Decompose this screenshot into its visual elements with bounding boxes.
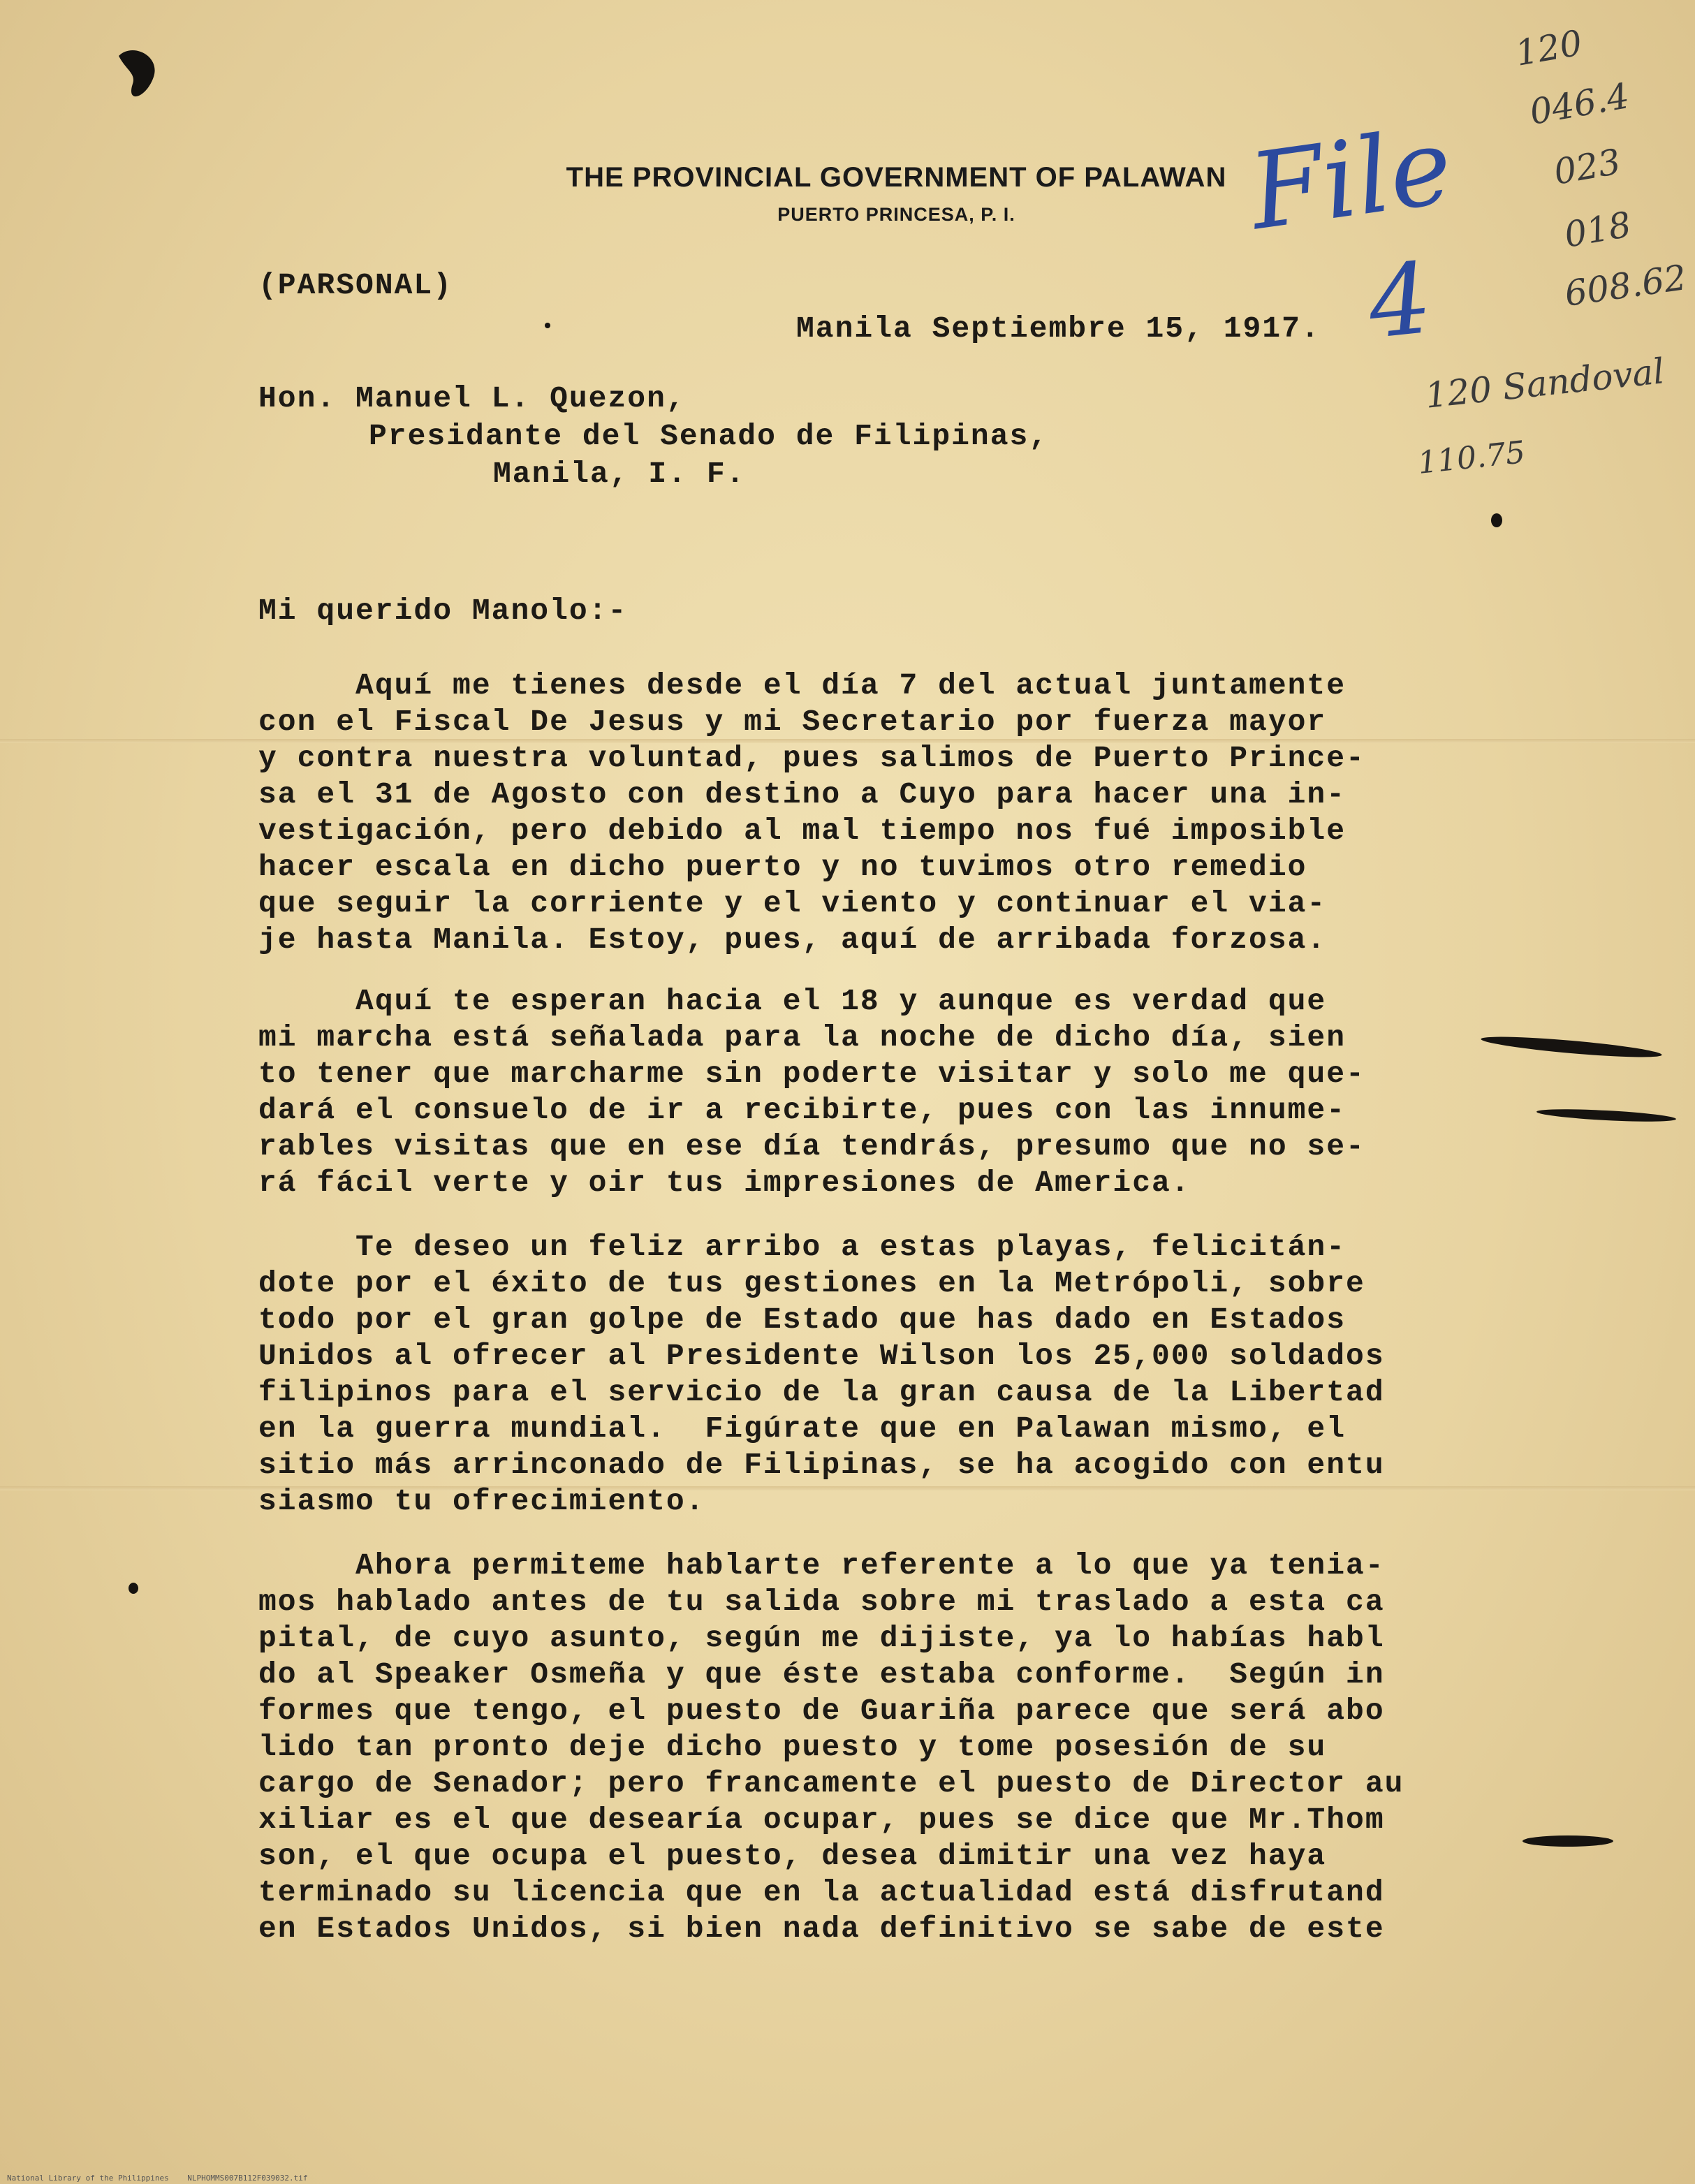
text-line: mos hablado antes de tu salida sobre mi traslado a esta ca: [258, 1585, 1385, 1619]
body-paragraph-4: [258, 1548, 1460, 1947]
handwritten-code: 608.62: [1562, 257, 1689, 314]
text-line: Aquí me tienes desde el día 7 del actual juntamente: [258, 668, 1347, 703]
salutation: Mi querido Manolo:-: [258, 594, 628, 628]
text-line: todo por el gran golpe de Estado que has dado en Estados: [258, 1303, 1347, 1337]
ink-blot: [1491, 513, 1502, 527]
text-line: sitio más arrinconado de Filipinas, se ha acogido con entu: [258, 1448, 1385, 1482]
torn-corner: [105, 42, 168, 112]
recipient-line-1: Hon. Manuel L. Quezon,: [258, 381, 686, 416]
archive-footer: National Library of the Philippines NLPHOMMS007B112F039032.tif: [7, 2174, 308, 2183]
text-line: Aquí te esperan hacia el 18 y aunque es verdad que: [258, 984, 1327, 1018]
body-paragraph-2: [258, 983, 1460, 1201]
text-line: siasmo tu ofrecimiento.: [258, 1484, 705, 1518]
text-line: do al Speaker Osmeña y que éste estaba conforme. Según in: [258, 1657, 1385, 1692]
handwritten-code: 023: [1550, 141, 1624, 193]
text-line: con el Fiscal De Jesus y mi Secretario por fuerza mayor: [258, 705, 1327, 739]
body-paragraph-3: [258, 1229, 1460, 1520]
text-line: sa el 31 de Agosto con destino a Cuyo para hacer una in-: [258, 777, 1347, 812]
recipient-line-2: Presidante del Senado de Filipinas,: [369, 419, 1049, 453]
text-line: hacer escala en dicho puerto y no tuvimos otro remedio: [258, 850, 1307, 884]
handwritten-code: 018: [1561, 204, 1634, 256]
text-line: je hasta Manila. Estoy, pues, aquí de arribada forzosa.: [258, 923, 1327, 957]
ink-blot: [545, 323, 550, 328]
text-line: pital, de cuyo asunto, según me dijiste, ya lo habías habl: [258, 1621, 1385, 1655]
personal-tag: (PARSONAL): [258, 268, 453, 302]
text-line: formes que tengo, el puesto de Guariña parece que será abo: [258, 1694, 1385, 1728]
text-line: en Estados Unidos, si bien nada definitivo se sabe de este: [258, 1912, 1385, 1946]
text-line: Unidos al ofrecer al Presidente Wilson los 25,000 soldados: [258, 1339, 1385, 1373]
text-line: que seguir la corriente y el viento y continuar el via-: [258, 886, 1327, 921]
text-line: terminado su licencia que en la actualidad está disfrutand: [258, 1875, 1385, 1910]
text-line: mi marcha está señalada para la noche de dicho día, sien: [258, 1020, 1347, 1055]
recipient-line-3: Manila, I. F.: [493, 457, 746, 491]
handwritten-sandoval: 120 Sandoval: [1423, 351, 1666, 416]
handwritten-code: 120: [1512, 22, 1585, 74]
text-line: dote por el éxito de tus gestiones en la Metrópoli, sobre: [258, 1266, 1365, 1300]
handwritten-file-number: 4: [1363, 241, 1437, 362]
handwritten-bottom-code: 110.75: [1416, 434, 1527, 481]
text-line: rá fácil verte y oir tus impresiones de America.: [258, 1166, 1191, 1200]
text-line: lido tan pronto deje dicho puesto y tome posesión de su: [258, 1730, 1327, 1764]
ink-blot: [1481, 1033, 1663, 1062]
text-line: xiliar es el que desearía ocupar, pues se dice que Mr.Thom: [258, 1803, 1385, 1837]
text-line: Te deseo un feliz arribo a estas playas, felicitán-: [258, 1230, 1347, 1264]
ink-blot: [129, 1583, 138, 1594]
handwritten-file-note: File: [1242, 105, 1460, 254]
text-line: son, el que ocupa el puesto, desea dimitir una vez haya: [258, 1839, 1327, 1873]
letterhead-subtitle: PUERTO PRINCESA, P. I.: [777, 204, 1015, 225]
letter-date: Manila Septiembre 15, 1917.: [796, 312, 1321, 346]
text-line: en la guerra mundial. Figúrate que en Palawan mismo, el: [258, 1412, 1347, 1446]
text-line: rables visitas que en ese día tendrás, presumo que no se-: [258, 1129, 1365, 1164]
text-line: filipinos para el servicio de la gran causa de la Libertad: [258, 1375, 1385, 1409]
text-line: y contra nuestra voluntad, pues salimos de Puerto Prince-: [258, 741, 1365, 775]
letterhead-title: THE PROVINCIAL GOVERNMENT OF PALAWAN: [566, 162, 1227, 193]
text-line: to tener que marcharme sin poderte visitar y solo me que-: [258, 1057, 1365, 1091]
body-paragraph-1: [258, 668, 1460, 958]
text-line: Ahora permiteme hablarte referente a lo que ya teniа-: [258, 1548, 1385, 1583]
ink-blot: [1522, 1835, 1613, 1847]
text-line: cargo de Senador; pero francamente el puesto de Director au: [258, 1766, 1404, 1801]
text-line: vestigación, pero debido al mal tiempo nos fué imposible: [258, 814, 1347, 848]
text-line: dará el consuelo de ir a recibirte, pues con las innume-: [258, 1093, 1347, 1127]
ink-blot: [1536, 1107, 1676, 1124]
handwritten-code: 046.4: [1527, 75, 1633, 133]
